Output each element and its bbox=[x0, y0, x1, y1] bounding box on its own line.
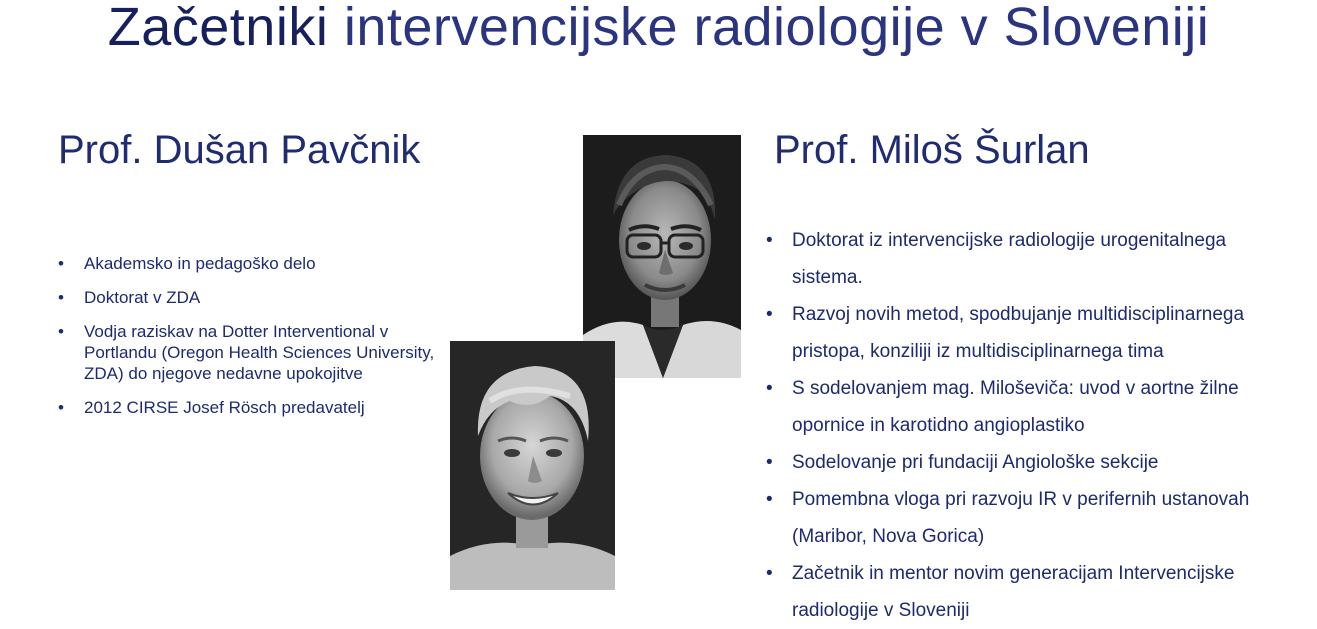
list-item: • Akademsko in pedagoško delo bbox=[58, 253, 448, 274]
slide-title-rest: intervencijske radiologije v Sloveniji bbox=[343, 0, 1210, 57]
list-item: • Začetnik in mentor novim generacijam Intervencijske radiologije v Sloveniji bbox=[766, 555, 1286, 629]
pavcnik-bullet-list bbox=[58, 253, 448, 431]
pavcnik-portrait-illustration bbox=[450, 341, 615, 590]
list-item: • 2012 CIRSE Josef Rösch predavatelj bbox=[58, 397, 448, 418]
list-item: • S sodelovanjem mag. Miloševiča: uvod v aortne žilne opornice in karotidno angioplastiko bbox=[766, 370, 1286, 444]
slide-title bbox=[0, 0, 1317, 60]
list-item: • Doktorat v ZDA bbox=[58, 287, 448, 308]
list-item: • Doktorat iz intervencijske radiologije urogenitalnega sistema. bbox=[766, 222, 1286, 296]
list-item: • Razvoj novih metod, spodbujanje multidisciplinarnega pristopa, konziliji iz multidisciplinarnega tima bbox=[766, 296, 1286, 370]
pavcnik-portrait-photo bbox=[450, 341, 615, 590]
surlan-bullet-list bbox=[766, 222, 1286, 629]
pavcnik-name: Prof. Dušan Pavčnik bbox=[58, 128, 421, 172]
list-item: • Vodja raziskav na Dotter Interventional v Portlandu (Oregon Health Sciences University, ZDA) do njegove nedavne upokojitve bbox=[58, 321, 448, 384]
list-item: • Sodelovanje pri fundaciji Angiološke sekcije bbox=[766, 444, 1286, 481]
surlan-name: Prof. Miloš Šurlan bbox=[774, 128, 1090, 172]
slide-title-strong: Začetniki bbox=[107, 0, 329, 57]
list-item: • Pomembna vloga pri razvoju IR v perifernih ustanovah (Maribor, Nova Gorica) bbox=[766, 481, 1286, 555]
